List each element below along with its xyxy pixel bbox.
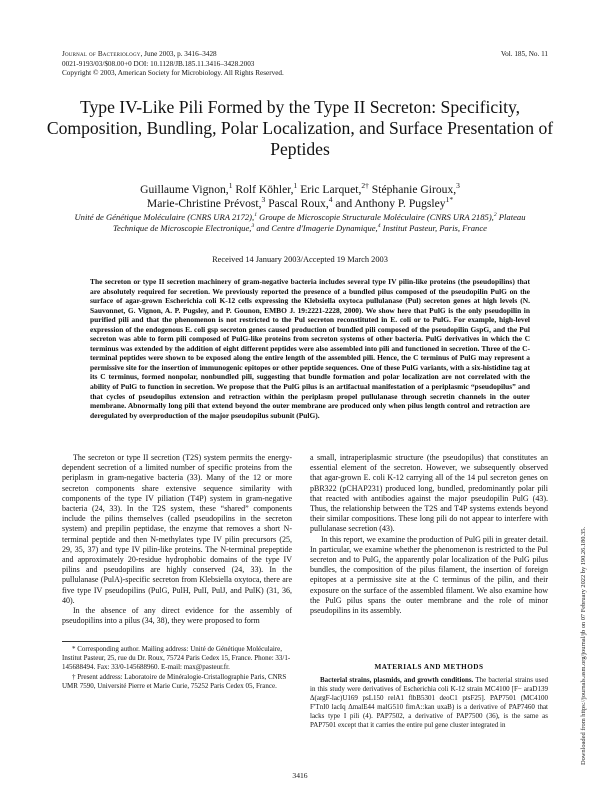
footnote-divider — [62, 641, 120, 642]
paper-title: Type IV-Like Pili Formed by the Type II Secreton: Specificity, Composition, Bundling, Polar Localization, and Surface Presentation of Peptides — [46, 97, 554, 159]
methods-paragraph — [310, 676, 548, 729]
author: and Anthony P. Pugsley$^{1*}$ — [335, 195, 454, 210]
methods-runin-heading: Bacterial strains, plasmids, and growth conditions. — [320, 676, 474, 684]
body-column-right — [310, 453, 548, 616]
author: Rolf Köhler,$^1$ — [235, 181, 298, 196]
journal-header — [62, 50, 532, 79]
volume-info: Vol. 185, No. 11 — [500, 50, 548, 58]
body-column-left — [62, 453, 292, 626]
body-paragraph: a small, intraperiplasmic structure (the pseudopilus) that constitutes an essential element of the secreton. However, we subsequently observed that agar-grown E. coli K-12 carrying all of the 14 pul secreton genes on pBR322 (pCHAP231) produced long, bundled, predominantly polar pili that reacted with antibodies against the major pseudopilin PulG (43). Thus, the relationship between the T2S and T4P systems extends beyond their similar compositions. These long pili do not appear to interfere with pullulanase secretion (43). — [310, 453, 548, 534]
section-heading: MATERIALS AND METHODS — [374, 663, 484, 671]
author: Marie-Christine Prévost,$^3$ — [146, 195, 266, 210]
journal-name: Journal of Bacteriology — [62, 50, 141, 58]
issue-info: , June 2003, p. 3416–3428 — [140, 50, 217, 58]
doi-line: 0021-9193/03/$08.00+0 DOI: 10.1128/JB.185.11.3416–3428.2003 — [62, 59, 255, 68]
received-date: Received 14 January 2003/Accepted 19 March 2003 — [212, 255, 388, 264]
body-paragraph: The secreton or type II secretion (T2S) system permits the energy-dependent secretion of a limited number of specific proteins from the periplasm in gram-negative bacteria (33). Many of the 12 or more secreton components share extensive sequence similarity with components of the type IV piliation (T4P) system in gram-negative bacteria (24, 33). In the T2S system, these “shared” components include the pilins themselves (called pseudopilins in the secreton system) and prepilin peptidase, the enzyme that removes a short N-terminal peptide and then N-methylates type IV pilin precursors (25, 29, 35, 37) and type IV pilin-like proteins. The N-terminal prepeptide and approximately 20-residue hydrophobic domains of the type IV pilins and pseudopilins are highly conserved (24, 33). In the pullulanase (PulA)-specific secreton from Klebsiella oxytoca, there are five type IV pseudopilins (PulG, PulH, PulI, PulJ, and PulK) (31, 36, 40). — [62, 453, 292, 605]
methods-text: The bacterial strains used in this study were derivatives of Escherichia coli K-12 strain MC4100 [F− araD139 Δ(argF-lac)U169 psL150 relA1 flbB5301 deoC1 ptsF25]. PAP7501 (MC4100 F′TnI0 lacIq ΔmalE44 malG510 fimA::kan uxaB) is a derivative of PAP7460 that lacks type I pili (4). PAP7502, a derivative of PAP7500 (36), is the same as PAP7501 except that it carries the entire pul gene cluster integrated in — [310, 676, 548, 729]
author: Pascal Roux,$^4$ — [268, 195, 333, 210]
body-paragraph: In this report, we examine the production of PulG pili in greater detail. In particular, we examine whether the phenomenon is restricted to the Pul secreton and to PulG, the apparently polar localization of the PulG pilus bundles, the composition of the pilus filament, the insertion of foreign epitopes at a permissive site at the C terminus of the pilin, and their exposure on the surface of the assembled filament. We also examine how the PulG pilus spans the outer membrane and the role of minor pseudopilins in its assembly. — [310, 534, 548, 616]
copyright-line: Copyright © 2003, American Society for Microbiology. All Rights Reserved. — [62, 69, 284, 78]
author-list — [52, 183, 548, 211]
affiliations: Unité de Génétique Moléculaire (CNRS URA 2172),$^1$ Groupe de Microscopie Structurale Moléculaire (CNRS URA 2185),$^2$ Plateau Technique de Microscopie Electronique,$^3$ and Centre d'Imagerie Dynamique,$^4$ Institut Pasteur, Paris, France — [74, 212, 526, 233]
download-watermark-text: Downloaded from https://journals.asm.org/journal/jb on 07 February 2022 by 190.26.180.35. — [580, 526, 587, 765]
page-number: 3416 — [292, 771, 308, 780]
download-watermark — [566, 280, 587, 765]
footnote-corresponding: * Corresponding author. Mailing address: Unité de Génétique Moléculaire, Institut Pasteur, 25, rue du Dr. Roux, 75724 Paris Cedex 15, France. Phone: 33/1-145688494. Fax: 33/0-145688960. E-mail: max@pasteur.fr. — [62, 645, 291, 671]
body-paragraph: In the absence of any direct evidence for the assembly of pseudopilins into a pilus (34, 38), they were proposed to form — [62, 606, 292, 626]
footnote-present-address: † Present address: Laboratoire de Minéralogie-Cristallographie Paris, CNRS UMR 7590, Université Pierre et Marie Curie, 75252 Paris Cedex 05, France. — [62, 672, 287, 690]
author: Eric Larquet,$^{2\dagger}$ — [300, 181, 369, 196]
author: Guillaume Vignon,$^1$ — [140, 181, 233, 196]
author: Stéphanie Giroux,$^3$ — [371, 181, 460, 196]
abstract: The secreton or type II secretion machinery of gram-negative bacteria includes several type IV pilin-like proteins (the pseudopilins) that are absolutely required for secretion. We previously reported the presence of a bundled pilus composed of the pseudopilin PulG on the surface of agar-grown Escherichia coli K-12 cells expressing the Klebsiella oxytoca pullulanase (Pul) secreton genes at high levels (N. Sauvonnet, G. Vignon, A. P. Pugsley, and P. Gounon, EMBO J. 19:2221-2228, 2000). We show here that PulG is the only pseudopilin in purified pili and that the phenomenon is not restricted to the Pul secreton reconstituted in E. coli or to PulG. For example, high-level expression of the endogenous E. coli gsp secreton genes caused production of bundled pili composed of the pseudopilin GspG, and the Pul secreton was able to form pili composed of PulG-like proteins from secreton systems of other bacteria. PulG derivatives in which the C terminus was extended by the addition of eight different peptides were also assembled into pili and functioned in secretion. Three of the C-terminal peptides were shown to be exposed along the entire length of the assembled pili. Hence, the C terminus of PulG may represent a permissive site for the insertion of immunogenic epitopes or other peptide sequences. One of these PulG variants, with a six-histidine tag at its C terminus, formed nonpolar, nonbundled pili, suggesting that bundle formation and polar localization are not correlated with the ability of PulG to function in secretion. We propose that the PulG pilus is an artifactual manifestation of a periplasmic “pseudopilus” and that cycles of pseudopilus extension and retraction within the periplasm propel pullulanase through secretin channels in the outer membrane. Abnormally long pili that extend beyond the outer membrane are produced only when pilus length control and retraction are deregulated by overproduction of the major pseudopilus subunit (PulG). — [90, 277, 530, 420]
footnotes — [62, 645, 292, 692]
